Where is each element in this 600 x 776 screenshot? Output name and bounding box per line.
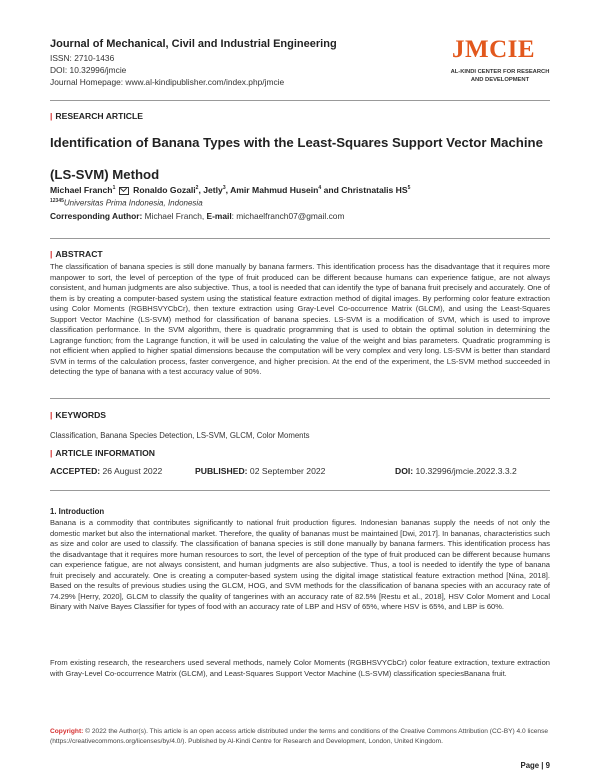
keywords-heading	[50, 410, 106, 420]
keywords-text: Classification, Banana Species Detection, LS-SVM, GLCM, Color Moments	[50, 431, 310, 440]
journal-issn: ISSN: 2710-1436	[50, 53, 115, 63]
published-date	[195, 466, 325, 476]
paper-title-line-1: Identification of Banana Types with the Least-Squares Support Vector Machine	[50, 135, 543, 150]
copyright-label: Copyright:	[50, 728, 84, 735]
introduction-heading: 1. Introduction	[50, 507, 105, 516]
corresponding-email: : michaelfranch07@gmail.com	[231, 211, 345, 221]
section-bar: |	[50, 249, 53, 259]
published-value: 02 September 2022	[247, 466, 326, 476]
abstract-heading-label: ABSTRACT	[55, 249, 103, 259]
divider-intro	[50, 490, 550, 491]
author-1-sup: 1	[112, 185, 116, 192]
corresponding-name: Michael Franch,	[144, 211, 207, 221]
logo-subtitle-line-2: AND DEVELOPMENT	[470, 77, 530, 83]
doi-label: DOI:	[395, 466, 414, 476]
copyright-notice	[50, 727, 550, 746]
page-number: Page | 9	[520, 761, 550, 770]
article-info-heading-label: ARTICLE INFORMATION	[55, 448, 156, 458]
divider-keywords	[50, 398, 550, 399]
author-2-sup: 2	[195, 185, 199, 192]
author-2: Ronaldo Gozali	[133, 185, 196, 195]
journal-homepage: Journal Homepage: www.al-kindipublisher.com/index.php/jmcie	[50, 77, 285, 87]
author-list	[50, 185, 410, 195]
paper-title-line-2: (LS-SVM) Method	[50, 167, 160, 182]
affiliation-sup: 12345	[50, 198, 64, 204]
author-5: and Christnatalis HS	[321, 185, 408, 195]
abstract-text: The classification of banana species is still done manually by banana farmers. This identification process has the disadvantage that it requires more manpower to sort, the level of perception of the type of fruit produced can be different because humans can experience fatigue, are not always consistent, and human judgments are also subjective. Thus, a tool is needed that can identify the type of banana fruit precisely and accurately. One of them is by creating a computer-based system using the statistical feature extraction method of digital images. By performing color feature extraction using Color Moments (RGBHSVYCbCr), then texture extraction using Gray-Level Co-occurrence Matrix (GLCM), and using the Least-Squares Support Vector Machine (LS-SVM) method for classification of banana species. LS-SVM is a modification of SVM, which is used to improve classification performance. In the SVM algorithm, there is quadratic programming that is used to obtain the optimal solution in determining the Lagrange function; from the Lagrange function, it will be used in calculating the value of the weight and bias parameters. Quadratic programming is not efficient when applied to higher spatial dimensions because the computation will be very complex and very long. LS-SVM is better than standard SVM in terms of the calculation process, faster convergence, and higher precision. At the end of the experiment, the LS-SVM method succeeded in detecting the type of banana with a test accuracy value of 90%.	[50, 262, 550, 376]
introduction-paragraph-1: Banana is a commodity that contributes significantly to national fruit production figures. Indonesian bananas supply the needs of not only the domestic market but also the international market. Therefore, the quality of bananas must be maintained [Dwi, 2017]. In bananas, characteristics such as size and color are used to classify. The classification of banana species is still done manually by banana farmers. This identification process has the disadvantage that it requires more human resources to sort, the level of perception of the type of fruit produced can be different because humans can experience fatigue, are not always consistent, and human judgments are also subjective. Thus, a tool is needed to identify the type of banana fruit precisely and accurately. One is creating a computer-based system using the digital image statistical feature extraction method [Nina, 2018]. Based on the results of previous studies using the GLCM, HOG, and SVM methods for the classification of banana species with an accuracy rate of 74.29% [Herry, 2020], GLCM to classify the quality of tangerines with an accuracy rate of 82.5% [Restu et al., 2018], HSV Color Moment and Local Binary with Naïve Bayes Classifier for types of food with an accuracy rate of LBP and HSV of 65%, where HSV is 65%, and LBP is 60%.	[50, 518, 550, 611]
corresponding-label: Corresponding Author:	[50, 211, 143, 221]
section-bar: |	[50, 448, 53, 458]
email-label: E-mail	[206, 211, 232, 221]
journal-title: Journal of Mechanical, Civil and Industrial Engineering	[50, 38, 337, 50]
logo-subtitle	[440, 68, 560, 84]
author-4: , Amir Mahmud Husein	[225, 185, 319, 195]
doi-value: 10.32996/jmcie.2022.3.3.2	[413, 466, 517, 476]
author-3: , Jetly	[198, 185, 223, 195]
accepted-label: ACCEPTED:	[50, 466, 101, 476]
author-4-sup: 4	[318, 185, 322, 192]
logo-subtitle-line-1: AL-KINDI CENTER FOR RESEARCH	[450, 69, 550, 75]
corresponding-author	[50, 211, 344, 221]
copyright-text: © 2022 the Author(s). This article is an open access article distributed under the terms and conditions of the Creative Commons Attribution (CC-BY) 4.0 license (https://creativecommons.org/licenses/by/4.0/). Published by Al-Kindi Centre for Research and Development, London, United Kingdom.	[50, 728, 549, 745]
article-doi	[395, 466, 517, 476]
article-type	[50, 111, 143, 121]
article-type-label: RESEARCH ARTICLE	[55, 111, 143, 121]
abstract-heading	[50, 249, 103, 259]
paper-title	[50, 130, 550, 188]
section-bar: |	[50, 410, 53, 420]
journal-doi: DOI: 10.32996/jmcie	[50, 65, 127, 75]
affiliation	[50, 198, 203, 208]
author-3-sup: 3	[222, 185, 226, 192]
published-label: PUBLISHED:	[195, 466, 248, 476]
introduction-paragraph-2: From existing research, the researchers used several methods, namely Color Moments (RGBHSVYCbCr) color feature extraction, texture extraction with Gray-Level Co-occurrence Matrix (GLCM), and Least-Squares Support Vector Machine (LS-SVM) classification speciesBanana fruit.	[50, 658, 550, 678]
mail-icon	[119, 187, 129, 195]
keywords-heading-label: KEYWORDS	[55, 410, 107, 420]
accepted-value: 26 August 2022	[100, 466, 163, 476]
header-divider	[50, 100, 550, 101]
section-bar: |	[50, 111, 53, 121]
divider-abstract	[50, 238, 550, 239]
affiliation-text: Universitas Prima Indonesia, Indonesia	[63, 198, 203, 208]
author-5-sup: 5	[407, 185, 411, 192]
accepted-date	[50, 466, 162, 476]
article-info-heading	[50, 448, 155, 458]
journal-logo: JMCIE	[452, 36, 536, 63]
author-1: Michael Franch	[50, 185, 113, 195]
